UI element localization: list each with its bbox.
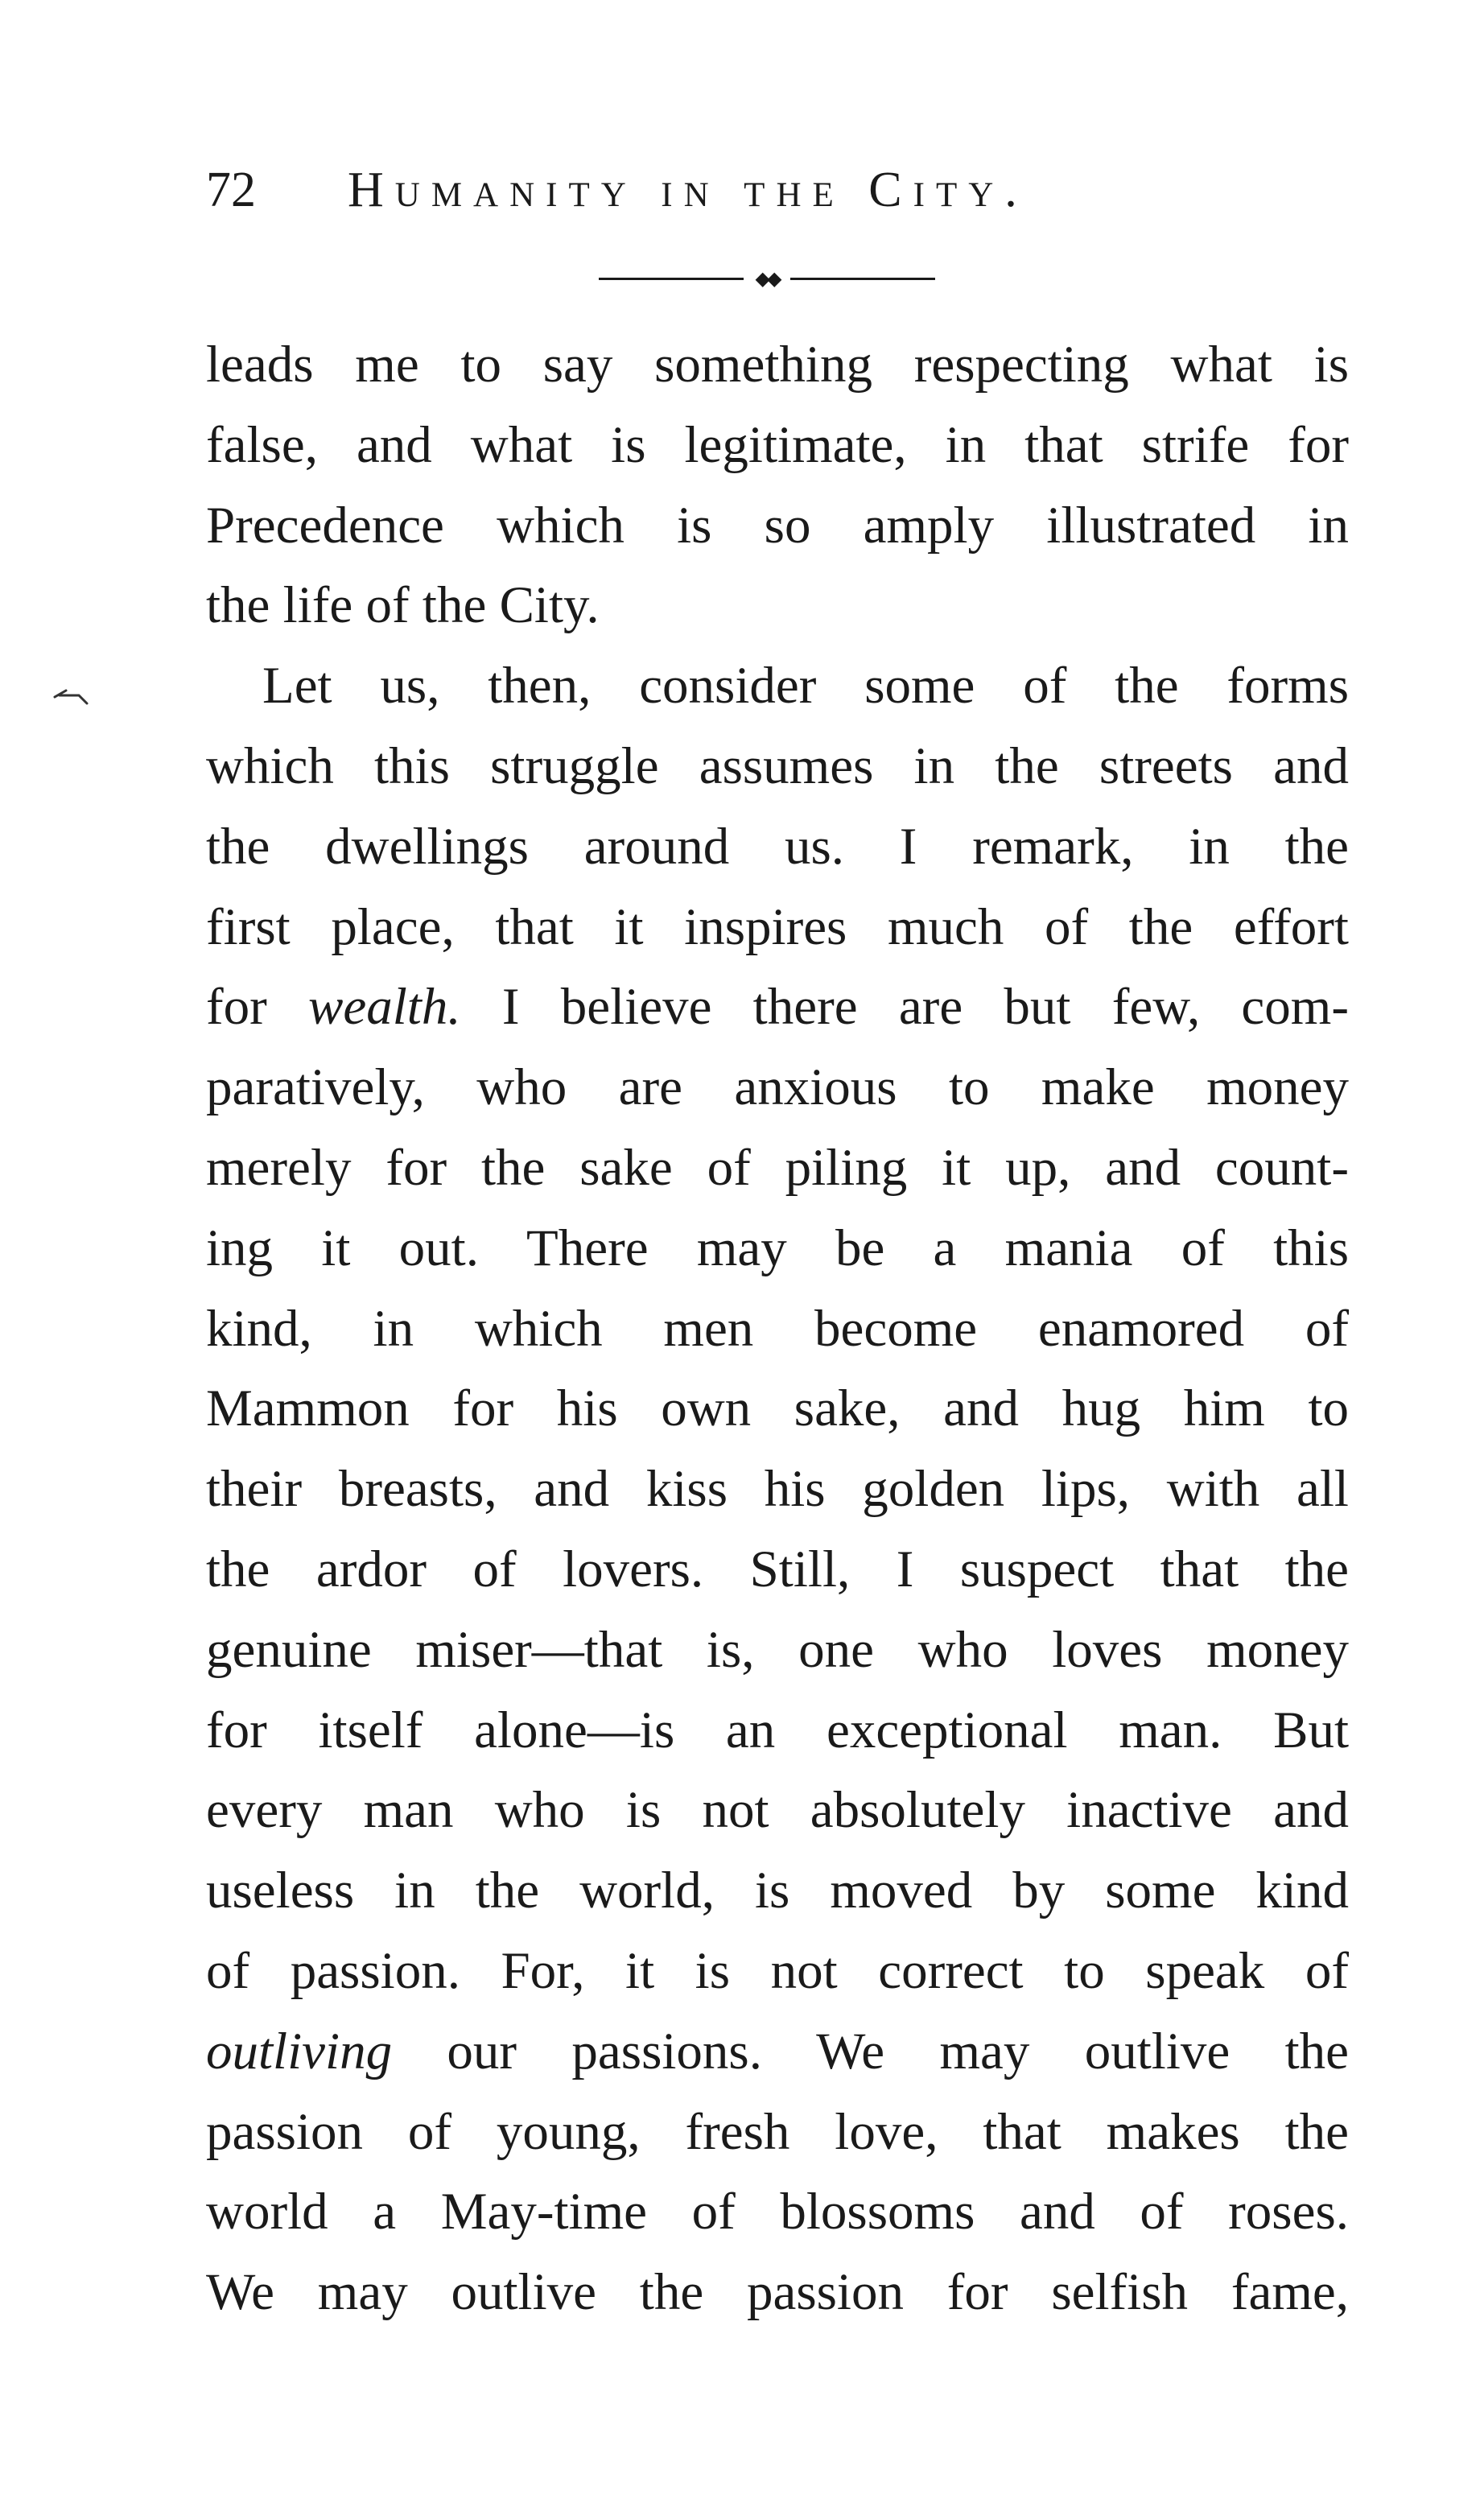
text-line: passion of young, fresh love, that makes the xyxy=(206,2102,1349,2161)
header-ornament xyxy=(599,269,935,288)
ornament-rule-right xyxy=(790,278,935,280)
text-line: for itself alone—is an exceptional man. But xyxy=(206,1701,1349,1759)
text-line: Mammon for his own sake, and hug him to xyxy=(206,1379,1349,1438)
text-line: ing it out. There may be a mania of this xyxy=(206,1219,1349,1277)
text-run: for xyxy=(206,978,309,1037)
text-line: kind, in which men become enamored of xyxy=(206,1299,1349,1358)
text-line: merely for the sake of piling it up, and count- xyxy=(206,1138,1349,1197)
italic-word: outliving xyxy=(206,2022,393,2080)
text-line: of passion. For, it is not correct to speak of xyxy=(206,1941,1349,2000)
text-line: We may outlive the passion for selfish fame, xyxy=(206,2263,1349,2322)
page-header xyxy=(206,158,1349,230)
text-line: which this struggle assumes in the streets and xyxy=(206,736,1349,795)
text-line: the ardor of lovers. Still, I suspect that the xyxy=(206,1540,1349,1598)
text-line: Let us, then, consider some of the forms xyxy=(262,657,1349,715)
text-line: paratively, who are anxious to make money xyxy=(206,1058,1349,1117)
text-run: I believe there are but few, com- xyxy=(460,978,1349,1037)
text-line: false, and what is legitimate, in that strife for xyxy=(206,415,1349,474)
text-line: first place, that it inspires much of the effort xyxy=(206,897,1349,956)
ornament-diamond-icon: ◆◆ xyxy=(755,267,779,290)
ornament-rule-left xyxy=(599,278,744,280)
text-line: every man who is not absolutely inactive and xyxy=(206,1781,1349,1840)
body-text xyxy=(206,325,1349,2333)
text-line: useless in the world, is moved by some kind xyxy=(206,1862,1349,1920)
italic-word: wealth. xyxy=(308,978,461,1037)
text-line xyxy=(206,967,1349,1048)
text-line: leads me to say something respecting what is xyxy=(206,336,1349,394)
text-line: genuine miser—that is, one who loves money xyxy=(206,1620,1349,1679)
text-line xyxy=(206,2012,1349,2093)
text-line: world a May-time of blossoms and of roses. xyxy=(206,2183,1349,2241)
text-line: Precedence which is so amply illustrated in xyxy=(206,496,1349,555)
page-number: 72 xyxy=(206,163,256,217)
text-line: the life of the City. xyxy=(206,576,600,635)
running-title: Humanity in the City. xyxy=(348,163,1028,217)
text-line: the dwellings around us. I remark, in the xyxy=(206,817,1349,876)
margin-pencil-mark-icon xyxy=(52,684,92,707)
text-line: their breasts, and kiss his golden lips, with all xyxy=(206,1460,1349,1519)
text-run: our passions. We may outlive the xyxy=(392,2022,1349,2080)
